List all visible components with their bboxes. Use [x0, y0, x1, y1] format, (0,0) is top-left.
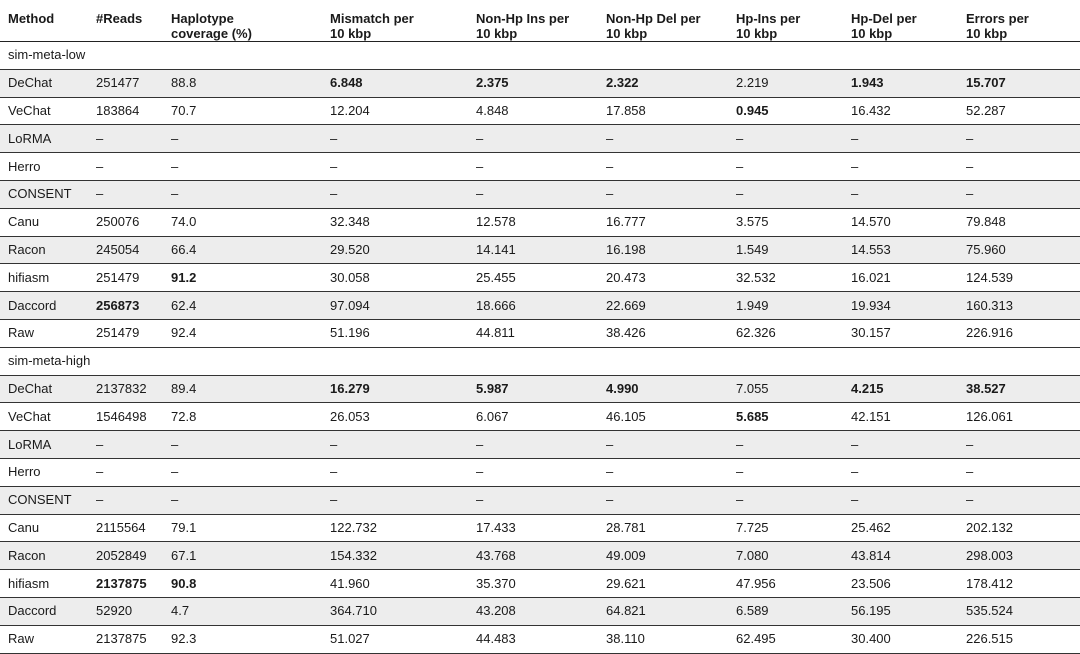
value-cell: 251477: [88, 69, 163, 97]
column-header-label: 10 kbp: [606, 26, 648, 41]
value-cell: 16.432: [843, 97, 958, 125]
table-row: [0, 180, 1080, 208]
value-cell: 90.8: [163, 570, 322, 598]
method-cell: DeChat: [0, 69, 88, 97]
value-cell: 17.433: [468, 514, 598, 542]
table-row: [0, 236, 1080, 264]
column-header: [958, 0, 1080, 42]
table-row: [0, 542, 1080, 570]
value-cell: –: [88, 153, 163, 181]
value-cell: 12.204: [322, 97, 468, 125]
table-row: [0, 431, 1080, 459]
value-cell: 2052849: [88, 542, 163, 570]
value-cell: 30.058: [322, 264, 468, 292]
value-cell: 160.313: [958, 292, 1080, 320]
value-cell: 183864: [88, 97, 163, 125]
value-cell: 6.067: [468, 403, 598, 431]
value-cell: 41.960: [322, 570, 468, 598]
value-cell: 14.570: [843, 208, 958, 236]
method-cell: Daccord: [0, 597, 88, 625]
value-cell: –: [88, 486, 163, 514]
value-cell: –: [322, 153, 468, 181]
value-cell: 38.527: [958, 375, 1080, 403]
value-cell: –: [88, 458, 163, 486]
value-cell: 2.375: [468, 69, 598, 97]
method-cell: VeChat: [0, 97, 88, 125]
method-cell: Canu: [0, 208, 88, 236]
value-cell: 535.524: [958, 597, 1080, 625]
value-cell: –: [728, 125, 843, 153]
column-header-label: 10 kbp: [966, 26, 1008, 41]
column-header-label: 10 kbp: [851, 26, 893, 41]
value-cell: 124.539: [958, 264, 1080, 292]
value-cell: 43.208: [468, 597, 598, 625]
value-cell: 251479: [88, 264, 163, 292]
table-row: [0, 319, 1080, 347]
method-cell: Herro: [0, 153, 88, 181]
value-cell: 14.553: [843, 236, 958, 264]
column-header: [322, 0, 468, 42]
value-cell: 4.215: [843, 375, 958, 403]
value-cell: –: [598, 180, 728, 208]
table-row: [0, 570, 1080, 598]
value-cell: 7.080: [728, 542, 843, 570]
value-cell: 256873: [88, 292, 163, 320]
value-cell: –: [163, 458, 322, 486]
column-header-label: Haplotype: [171, 11, 234, 26]
value-cell: 66.4: [163, 236, 322, 264]
value-cell: 28.781: [598, 514, 728, 542]
value-cell: –: [468, 486, 598, 514]
column-header-label: 10 kbp: [476, 26, 518, 41]
value-cell: 20.473: [598, 264, 728, 292]
value-cell: –: [468, 125, 598, 153]
method-cell: Canu: [0, 514, 88, 542]
section-title: sim-meta-low: [0, 42, 1080, 70]
value-cell: 29.520: [322, 236, 468, 264]
value-cell: –: [843, 153, 958, 181]
table-row: [0, 514, 1080, 542]
method-cell: Racon: [0, 236, 88, 264]
value-cell: –: [322, 180, 468, 208]
value-cell: 22.669: [598, 292, 728, 320]
value-cell: –: [163, 153, 322, 181]
value-cell: 126.061: [958, 403, 1080, 431]
value-cell: 56.195: [843, 597, 958, 625]
value-cell: 30.157: [843, 319, 958, 347]
value-cell: –: [88, 180, 163, 208]
table-row: [0, 153, 1080, 181]
value-cell: 16.777: [598, 208, 728, 236]
value-cell: 23.506: [843, 570, 958, 598]
value-cell: 42.151: [843, 403, 958, 431]
value-cell: 79.848: [958, 208, 1080, 236]
method-cell: hifiasm: [0, 570, 88, 598]
value-cell: 97.094: [322, 292, 468, 320]
value-cell: 16.198: [598, 236, 728, 264]
value-cell: –: [958, 125, 1080, 153]
value-cell: –: [163, 431, 322, 459]
value-cell: 62.4: [163, 292, 322, 320]
table-row: [0, 375, 1080, 403]
value-cell: 17.858: [598, 97, 728, 125]
value-cell: 202.132: [958, 514, 1080, 542]
value-cell: 44.483: [468, 625, 598, 653]
method-cell: LoRMA: [0, 431, 88, 459]
column-header-label: Non-Hp Del per: [606, 11, 701, 26]
value-cell: 6.848: [322, 69, 468, 97]
value-cell: –: [843, 431, 958, 459]
value-cell: –: [843, 180, 958, 208]
table-row: [0, 125, 1080, 153]
value-cell: –: [598, 486, 728, 514]
value-cell: –: [728, 431, 843, 459]
value-cell: 226.916: [958, 319, 1080, 347]
value-cell: 2137875: [88, 570, 163, 598]
value-cell: 2.219: [728, 69, 843, 97]
table-row: [0, 208, 1080, 236]
value-cell: 15.707: [958, 69, 1080, 97]
value-cell: 16.279: [322, 375, 468, 403]
value-cell: 72.8: [163, 403, 322, 431]
value-cell: 47.956: [728, 570, 843, 598]
value-cell: 70.7: [163, 97, 322, 125]
value-cell: 7.055: [728, 375, 843, 403]
value-cell: 1546498: [88, 403, 163, 431]
value-cell: 52.287: [958, 97, 1080, 125]
value-cell: 79.1: [163, 514, 322, 542]
value-cell: 245054: [88, 236, 163, 264]
column-header: [0, 0, 88, 42]
method-cell: CONSENT: [0, 486, 88, 514]
table-row: [0, 403, 1080, 431]
section-row: [0, 347, 1080, 375]
table-row: [0, 264, 1080, 292]
value-cell: 19.934: [843, 292, 958, 320]
value-cell: 18.666: [468, 292, 598, 320]
value-cell: 49.009: [598, 542, 728, 570]
value-cell: –: [163, 180, 322, 208]
column-header: [598, 0, 728, 42]
value-cell: 44.811: [468, 319, 598, 347]
column-header-label: 10 kbp: [330, 26, 372, 41]
value-cell: 5.685: [728, 403, 843, 431]
value-cell: 38.426: [598, 319, 728, 347]
value-cell: –: [468, 180, 598, 208]
section-title: sim-meta-high: [0, 347, 1080, 375]
value-cell: 251479: [88, 319, 163, 347]
value-cell: 43.768: [468, 542, 598, 570]
value-cell: 16.021: [843, 264, 958, 292]
value-cell: –: [322, 125, 468, 153]
value-cell: 364.710: [322, 597, 468, 625]
value-cell: 30.400: [843, 625, 958, 653]
method-cell: DeChat: [0, 375, 88, 403]
value-cell: –: [958, 458, 1080, 486]
value-cell: 154.332: [322, 542, 468, 570]
value-cell: –: [958, 180, 1080, 208]
value-cell: 7.725: [728, 514, 843, 542]
column-header-label: Hp-Del per: [851, 11, 917, 26]
value-cell: 29.621: [598, 570, 728, 598]
method-cell: CONSENT: [0, 180, 88, 208]
value-cell: 250076: [88, 208, 163, 236]
value-cell: –: [322, 486, 468, 514]
column-header-label: Mismatch per: [330, 11, 414, 26]
value-cell: 67.1: [163, 542, 322, 570]
value-cell: 32.348: [322, 208, 468, 236]
table-row: [0, 458, 1080, 486]
value-cell: –: [88, 431, 163, 459]
value-cell: –: [843, 458, 958, 486]
value-cell: 38.110: [598, 625, 728, 653]
value-cell: –: [322, 458, 468, 486]
value-cell: 74.0: [163, 208, 322, 236]
value-cell: 32.532: [728, 264, 843, 292]
value-cell: –: [163, 486, 322, 514]
value-cell: –: [958, 153, 1080, 181]
value-cell: 0.945: [728, 97, 843, 125]
value-cell: 92.3: [163, 625, 322, 653]
value-cell: 2137875: [88, 625, 163, 653]
value-cell: 4.990: [598, 375, 728, 403]
value-cell: 46.105: [598, 403, 728, 431]
value-cell: 51.027: [322, 625, 468, 653]
method-cell: Raw: [0, 625, 88, 653]
value-cell: –: [728, 458, 843, 486]
column-header: [728, 0, 843, 42]
column-header: [88, 0, 163, 42]
method-cell: Raw: [0, 319, 88, 347]
table-body: [0, 42, 1080, 654]
value-cell: 6.589: [728, 597, 843, 625]
value-cell: 51.196: [322, 319, 468, 347]
value-cell: 64.821: [598, 597, 728, 625]
value-cell: –: [468, 458, 598, 486]
value-cell: 12.578: [468, 208, 598, 236]
column-header: [843, 0, 958, 42]
value-cell: 178.412: [958, 570, 1080, 598]
value-cell: –: [468, 431, 598, 459]
column-header-label: coverage (%): [171, 26, 252, 41]
method-cell: Racon: [0, 542, 88, 570]
value-cell: 122.732: [322, 514, 468, 542]
section-row: [0, 42, 1080, 70]
value-cell: 298.003: [958, 542, 1080, 570]
value-cell: 35.370: [468, 570, 598, 598]
value-cell: –: [728, 153, 843, 181]
value-cell: 2137832: [88, 375, 163, 403]
value-cell: –: [728, 180, 843, 208]
column-header-label: Non-Hp Ins per: [476, 11, 570, 26]
column-header-label: Errors per: [966, 11, 1029, 26]
value-cell: 226.515: [958, 625, 1080, 653]
value-cell: 25.462: [843, 514, 958, 542]
value-cell: –: [598, 431, 728, 459]
method-cell: VeChat: [0, 403, 88, 431]
value-cell: 2115564: [88, 514, 163, 542]
value-cell: –: [728, 486, 843, 514]
table-row: [0, 597, 1080, 625]
value-cell: –: [843, 486, 958, 514]
value-cell: –: [958, 431, 1080, 459]
value-cell: –: [322, 431, 468, 459]
value-cell: –: [958, 486, 1080, 514]
table-row: [0, 97, 1080, 125]
method-cell: Herro: [0, 458, 88, 486]
value-cell: 5.987: [468, 375, 598, 403]
value-cell: 4.848: [468, 97, 598, 125]
table-row: [0, 486, 1080, 514]
method-cell: LoRMA: [0, 125, 88, 153]
table-row: [0, 625, 1080, 653]
table-row: [0, 292, 1080, 320]
value-cell: –: [88, 125, 163, 153]
value-cell: 1.549: [728, 236, 843, 264]
value-cell: 14.141: [468, 236, 598, 264]
value-cell: 2.322: [598, 69, 728, 97]
value-cell: –: [468, 153, 598, 181]
column-header: [468, 0, 598, 42]
value-cell: 92.4: [163, 319, 322, 347]
value-cell: 43.814: [843, 542, 958, 570]
value-cell: 26.053: [322, 403, 468, 431]
value-cell: –: [598, 153, 728, 181]
value-cell: 75.960: [958, 236, 1080, 264]
value-cell: –: [598, 125, 728, 153]
value-cell: 1.949: [728, 292, 843, 320]
column-header-label: #Reads: [96, 11, 143, 26]
column-header-label: 10 kbp: [736, 26, 778, 41]
column-header-label: Method: [8, 11, 55, 26]
value-cell: –: [163, 125, 322, 153]
table-row: [0, 69, 1080, 97]
value-cell: 62.495: [728, 625, 843, 653]
value-cell: 25.455: [468, 264, 598, 292]
column-header: [163, 0, 322, 42]
value-cell: –: [843, 125, 958, 153]
column-header-label: Hp-Ins per: [736, 11, 801, 26]
value-cell: 52920: [88, 597, 163, 625]
header-row: [0, 0, 1080, 42]
value-cell: 62.326: [728, 319, 843, 347]
method-cell: Daccord: [0, 292, 88, 320]
value-cell: 1.943: [843, 69, 958, 97]
value-cell: 91.2: [163, 264, 322, 292]
value-cell: 88.8: [163, 69, 322, 97]
value-cell: 4.7: [163, 597, 322, 625]
value-cell: 3.575: [728, 208, 843, 236]
value-cell: –: [598, 458, 728, 486]
method-cell: hifiasm: [0, 264, 88, 292]
value-cell: 89.4: [163, 375, 322, 403]
